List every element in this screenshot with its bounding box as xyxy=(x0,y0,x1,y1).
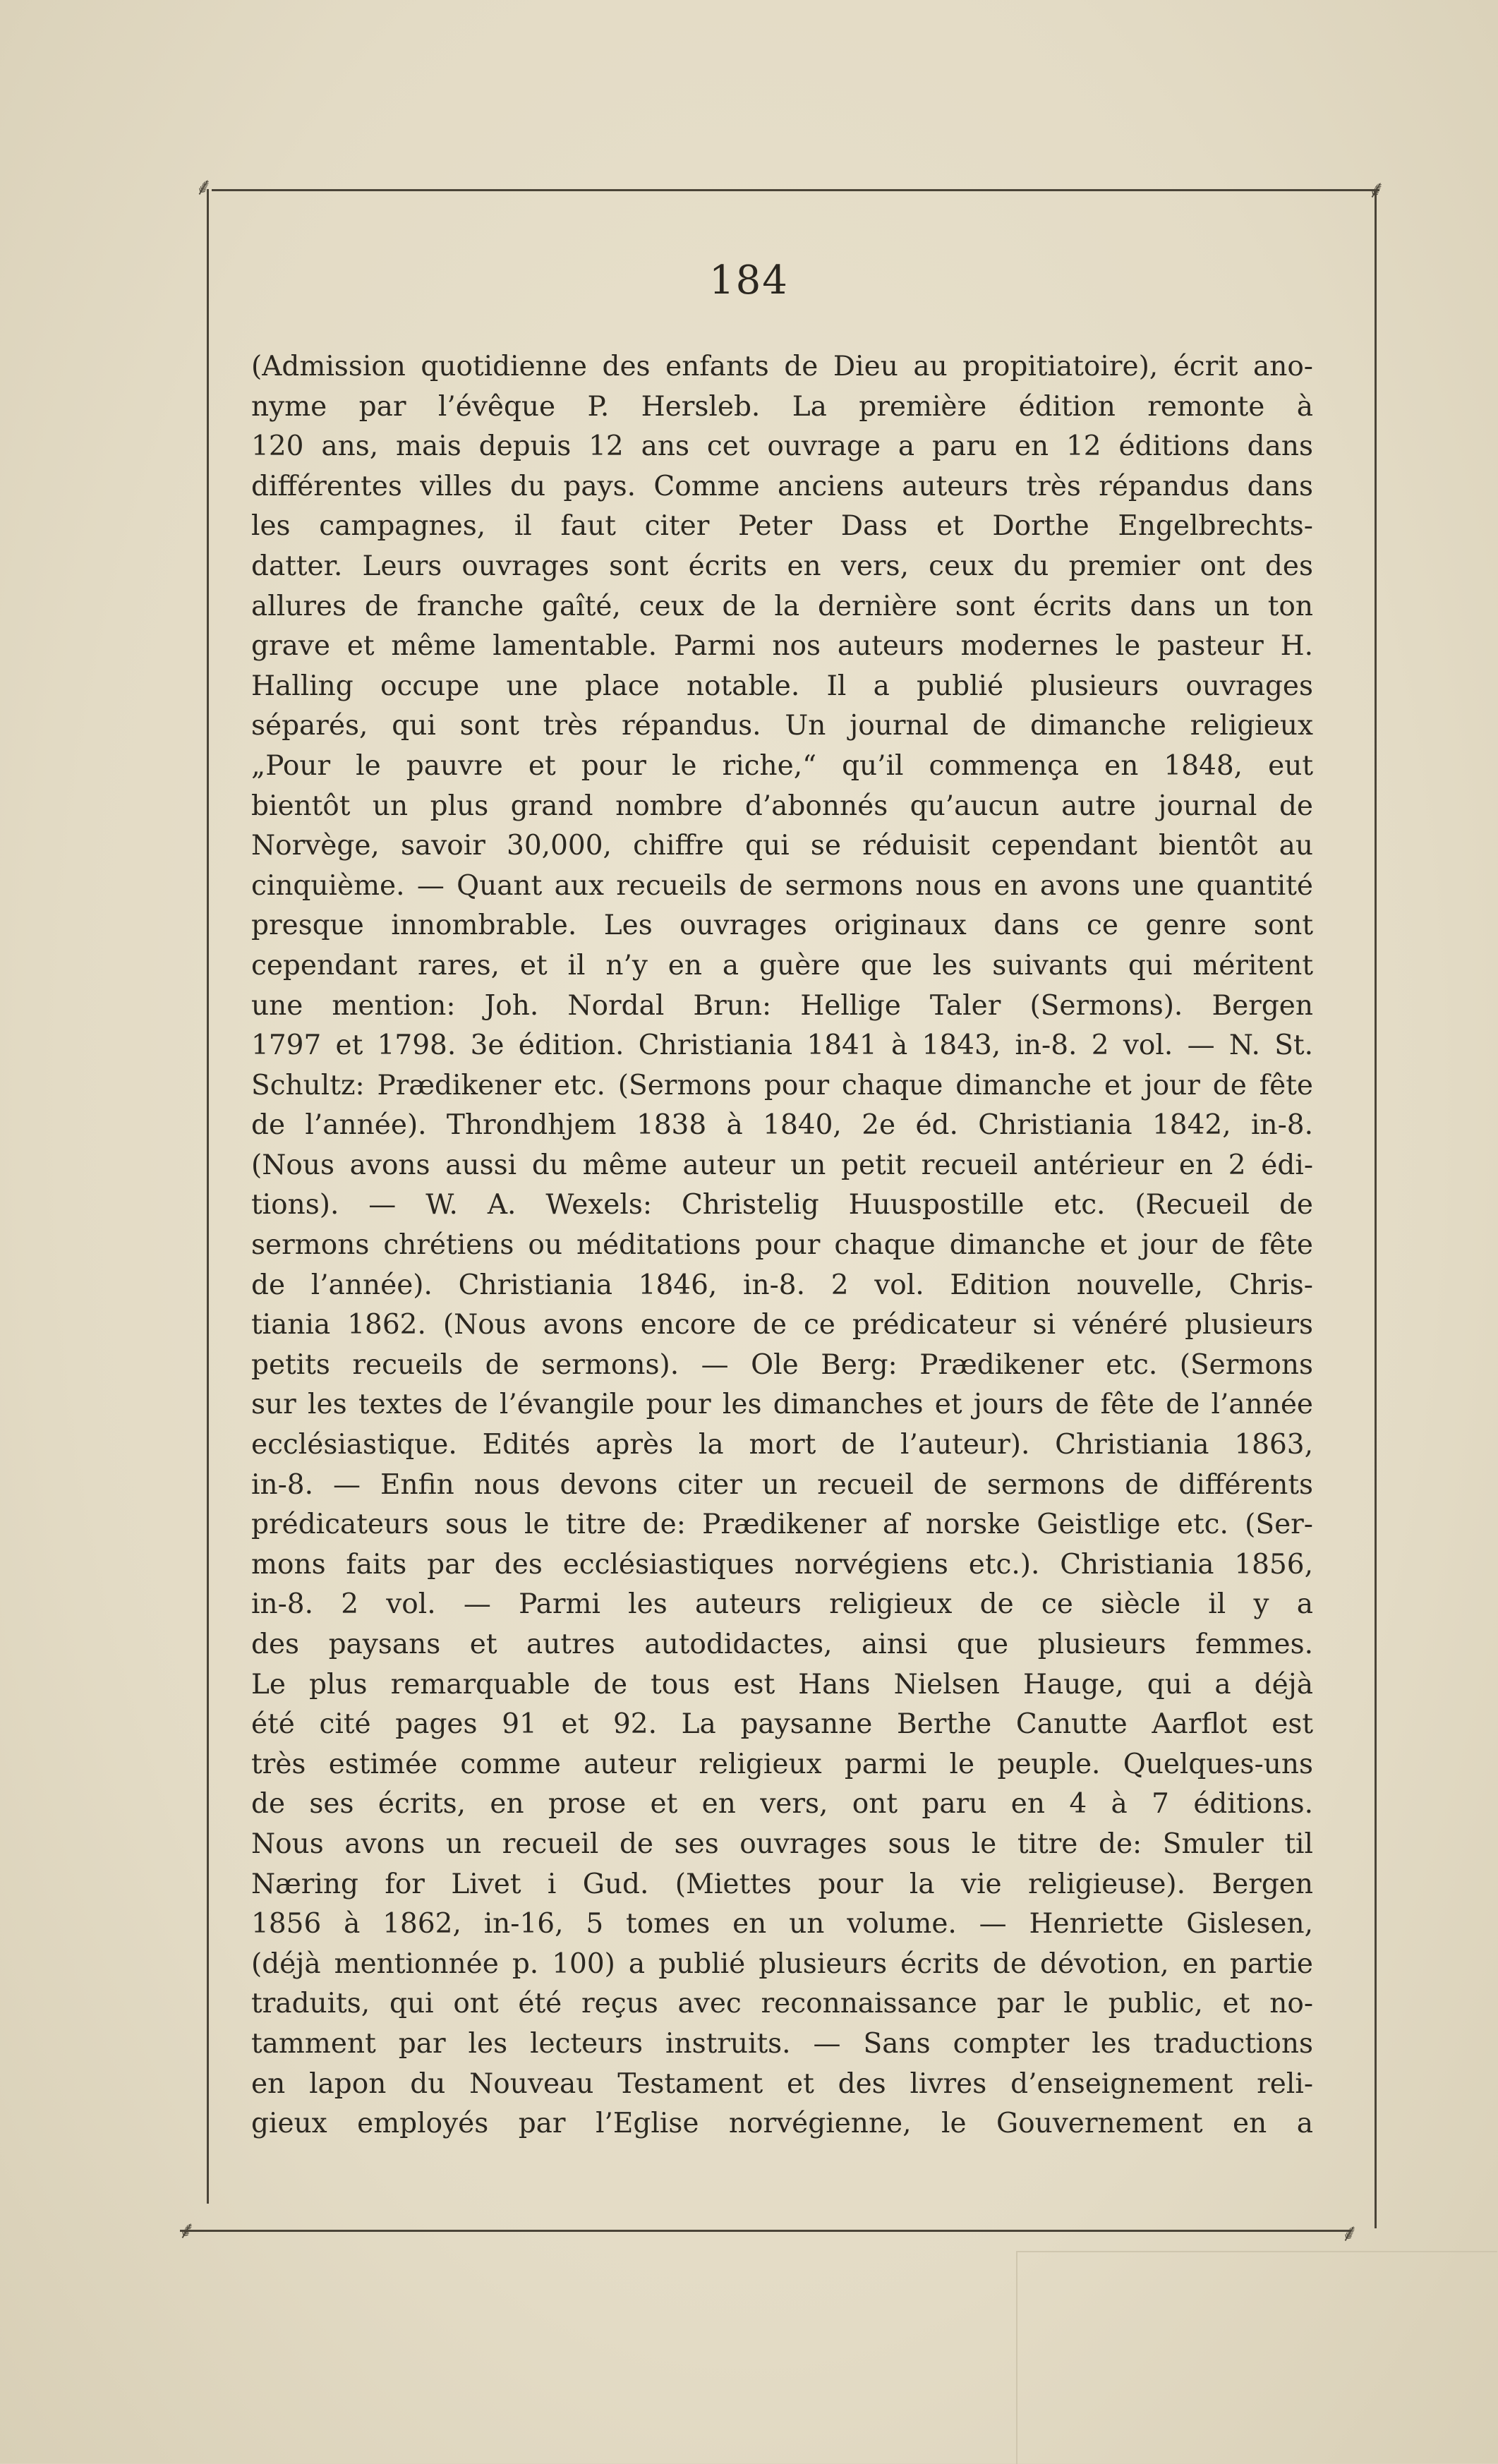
faded-frame-remnant xyxy=(1016,2251,1497,2464)
text-line: très estimée comme auteur religieux parmi le peuple. Quelques-uns xyxy=(251,1748,1313,1780)
text-line: différentes villes du pays. Comme anciens auteurs très répandus dans xyxy=(251,470,1313,502)
corner-ornament-icon: ⸙ xyxy=(195,173,213,201)
text-line: Næring for Livet i Gud. (Miettes pour la vie religieuse). Bergen xyxy=(251,1868,1313,1900)
text-line: traduits, qui ont été reçus avec reconnaissance par le public, et no- xyxy=(251,1988,1313,2020)
text-line: (Admission quotidienne des enfants de Dieu au propitiatoire), écrit ano- xyxy=(251,351,1313,382)
text-line: Schultz: Prædikener etc. (Sermons pour chaque dimanche et jour de fête xyxy=(251,1069,1313,1101)
page-number: 184 xyxy=(709,258,789,303)
text-line: mons faits par des ecclésiastiques norvégiens etc.). Christiania 1856, xyxy=(251,1548,1313,1581)
text-line: Nous avons un recueil de ses ouvrages sous le titre de: Smuler til xyxy=(251,1828,1313,1860)
text-line: prédicateurs sous le titre de: Prædikener af norske Geistlige etc. (Ser- xyxy=(251,1509,1313,1541)
text-line: une mention: Joh. Nordal Brun: Hellige Taler (Sermons). Bergen xyxy=(251,989,1313,1022)
text-line: in-8. 2 vol. — Parmi les auteurs religieux de ce siècle il y a xyxy=(251,1588,1313,1621)
corner-ornament-icon: ⸙ xyxy=(1341,2219,1359,2247)
text-line: tamment par les lecteurs instruits. — Sans compter les traductions xyxy=(251,2027,1313,2060)
corner-ornament-icon: ⸙ xyxy=(178,2216,196,2245)
text-line: sur les textes de l’évangile pour les dimanches et jours de fête de l’année xyxy=(251,1389,1313,1421)
text-line: „Pour le pauvre et pour le riche,“ qu’il commença en 1848, eut xyxy=(251,749,1313,782)
text-line: Norvège, savoir 30,000, chiffre qui se réduisit cependant bientôt au xyxy=(251,830,1313,862)
text-line: cinquième. — Quant aux recueils de sermons nous en avons une quantité xyxy=(251,869,1313,902)
text-line: 1797 et 1798. 3e édition. Christiania 1841 à 1843, in-8. 2 vol. — N. St. xyxy=(251,1029,1313,1062)
frame-bottom-rule xyxy=(180,2230,1351,2232)
text-line: ecclésiastique. Edités après la mort de l’auteur). Christiania 1863, xyxy=(251,1429,1313,1461)
text-line: 1856 à 1862, in-16, 5 tomes en un volume. — Henriette Gislesen, xyxy=(251,1908,1313,1940)
text-line: grave et même lamentable. Parmi nos auteurs modernes le pasteur H. xyxy=(251,630,1313,663)
text-line: de l’année). Christiania 1846, in-8. 2 vol. Edition nouvelle, Chris- xyxy=(251,1269,1313,1301)
text-line: Le plus remarquable de tous est Hans Nielsen Hauge, qui a déjà xyxy=(251,1668,1313,1701)
text-line: 120 ans, mais depuis 12 ans cet ouvrage a paru en 12 éditions dans xyxy=(251,430,1313,463)
text-line: in-8. — Enfin nous devons citer un recueil de sermons de différents xyxy=(251,1468,1313,1501)
text-line: cependant rares, et il n’y en a guère que les suivants qui méritent xyxy=(251,949,1313,982)
corner-ornament-icon: ⸙ xyxy=(1367,176,1386,204)
text-line: séparés, qui sont très répandus. Un journal de dimanche religieux xyxy=(251,710,1313,742)
text-line: tiania 1862. (Nous avons encore de ce prédicateur si vénéré plusieurs xyxy=(251,1309,1313,1341)
text-line: gieux employés par l’Eglise norvégienne, le Gouvernement en a xyxy=(251,2108,1313,2140)
text-line: datter. Leurs ouvrages sont écrits en vers, ceux du premier ont des xyxy=(251,550,1313,582)
text-line: nyme par l’évêque P. Hersleb. La première édition remonte à xyxy=(251,390,1313,423)
frame-right-rule xyxy=(1375,189,1377,2228)
text-line: bientôt un plus grand nombre d’abonnés qu’aucun autre journal de xyxy=(251,790,1313,822)
text-line: des paysans et autres autodidactes, ainsi que plusieurs femmes. xyxy=(251,1629,1313,1660)
body-text xyxy=(251,347,1313,2144)
frame-left-rule xyxy=(207,189,209,2204)
text-line: les campagnes, il faut citer Peter Dass et Dorthe Engelbrechts- xyxy=(251,510,1313,543)
text-line: presque innombrable. Les ouvrages originaux dans ce genre sont xyxy=(251,910,1313,942)
text-line: Halling occupe une place notable. Il a publié plusieurs ouvrages xyxy=(251,670,1313,702)
text-line: en lapon du Nouveau Testament et des livres d’enseignement reli- xyxy=(251,2067,1313,2100)
text-line: été cité pages 91 et 92. La paysanne Berthe Canutte Aarflot est xyxy=(251,1708,1313,1741)
text-line: de ses écrits, en prose et en vers, ont paru en 4 à 7 éditions. xyxy=(251,1788,1313,1820)
frame-top-rule xyxy=(212,189,1379,191)
text-line: tions). — W. A. Wexels: Christelig Huuspostille etc. (Recueil de xyxy=(251,1189,1313,1221)
text-line: (Nous avons aussi du même auteur un petit recueil antérieur en 2 édi- xyxy=(251,1149,1313,1181)
text-line: de l’année). Throndhjem 1838 à 1840, 2e éd. Christiania 1842, in-8. xyxy=(251,1109,1313,1142)
text-line: sermons chrétiens ou méditations pour chaque dimanche et jour de fête xyxy=(251,1229,1313,1262)
text-line: petits recueils de sermons). — Ole Berg: Prædikener etc. (Sermons xyxy=(251,1348,1313,1381)
text-line: allures de franche gaîté, ceux de la dernière sont écrits dans un ton xyxy=(251,590,1313,622)
text-line: (déjà mentionnée p. 100) a publié plusieurs écrits de dévotion, en partie xyxy=(251,1947,1313,1980)
